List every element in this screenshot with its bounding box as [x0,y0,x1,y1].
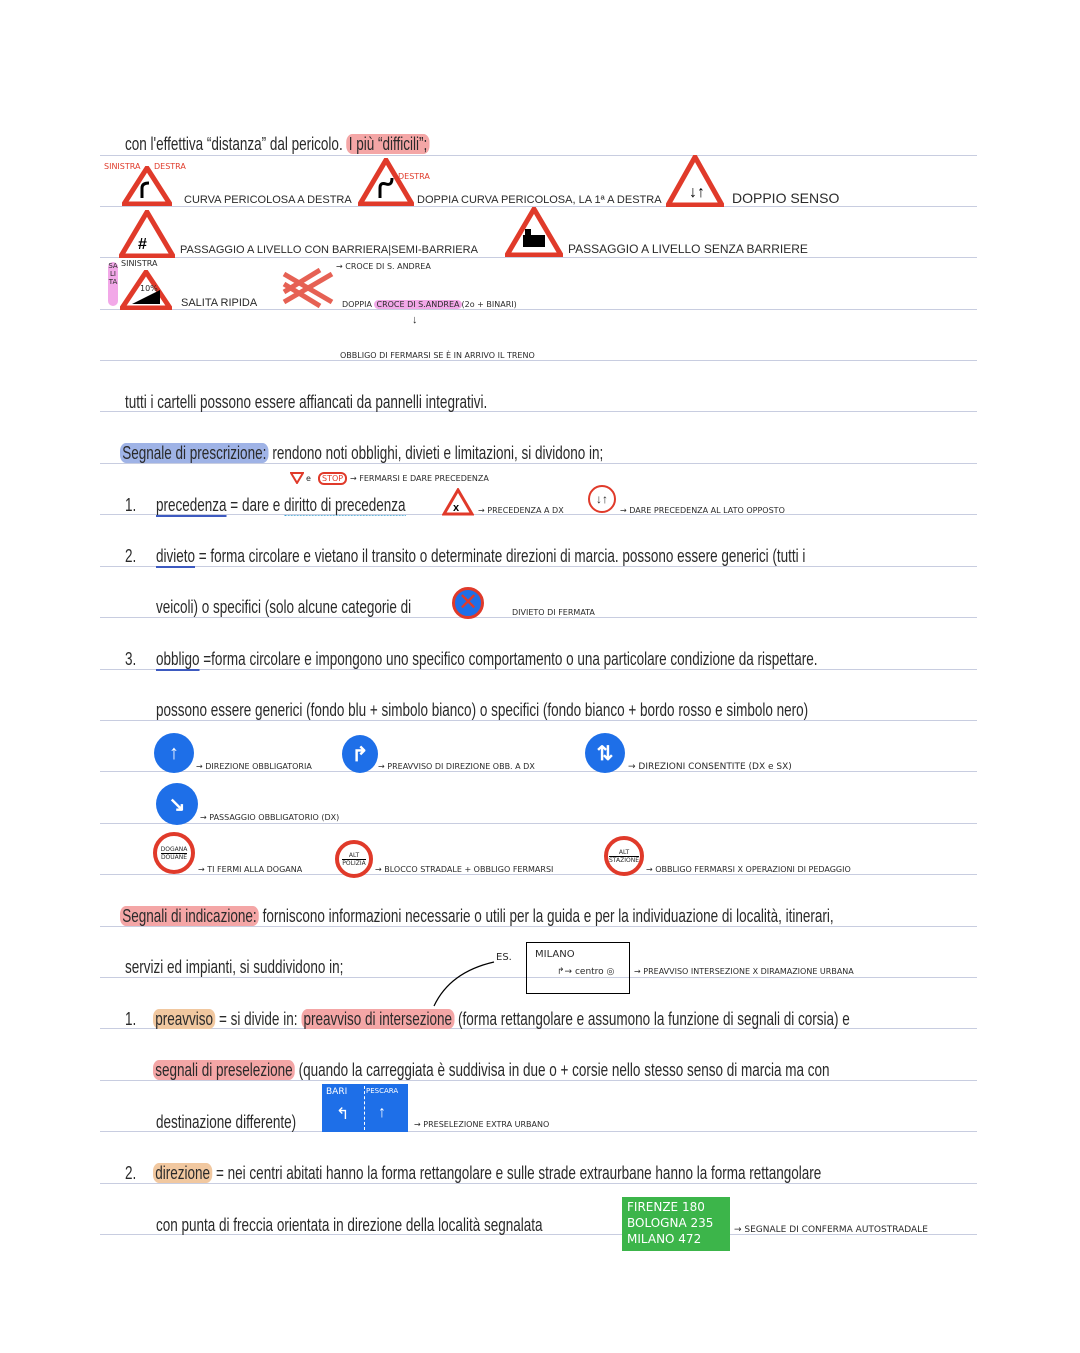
curve-right-sign-icon [122,166,172,206]
mandatory-straight-sign-icon: ↑ [154,733,194,773]
direzione-obbligatoria-label: → DIREZIONE OBBLIGATORIA [196,762,312,771]
bari-label: BARI [326,1087,348,1097]
divieto-text-2: veicoli) o specifici (solo alcune categorie di [156,597,412,617]
preavviso-direzione-label: → PREAVVISO DI DIREZIONE OBB. A DX [378,762,535,771]
police-stop-sign-icon: ALT POLIZIA [335,840,373,878]
obbligo-text: obbligo =forma circolare e impongono uno specifico comportamento o una particolare condizione da rispettare. [156,649,818,669]
salita-vertical-label: SALITA [108,262,118,306]
precedenza-text: precedenza = dare e diritto di precedenza [156,495,406,515]
rule-line [100,771,977,772]
rule-line [100,257,977,258]
passaggio-barriera-label: PASSAGGIO A LIVELLO CON BARRIERA|SEMI-BARRIERA [180,244,478,256]
customs-stop-sign-icon: DOGANA DOUANE [153,832,195,874]
preselezione-extra-urbano-label: → PRESELEZIONE EXTRA URBANO [414,1120,550,1129]
double-curve-sign-icon [358,158,414,206]
conferma-autostradale-label: → SEGNALE DI CONFERMA AUTOSTRADALE [734,1225,928,1235]
blocco-label: → BLOCCO STRADALE + OBBLIGO FERMARSI [375,865,554,874]
pescara-label: PESCARA [366,1087,399,1095]
destination-firenze: FIRENZE 180 [627,1200,705,1214]
rule-line [100,155,977,156]
arrow-down-icon: ↓ [412,314,418,326]
centro-label: ↱→ centro ◎ [557,967,615,977]
destination-bologna: BOLOGNA 235 [627,1216,714,1230]
pedaggio-label: → OBBLIGO FERMARSI X OPERAZIONI DI PEDAGGIO [646,865,851,874]
prescrizione-heading: Segnale di prescrizione: rendono noti obblighi, divieti e limitazioni, si dividono in; [120,443,603,464]
preselezione-text: segnali di preselezione (quando la carreggiata è suddivisa in due o + corsie nello stesso senso di marcia ma con [153,1060,830,1081]
rule-line [100,874,977,875]
milano-label: MILANO [535,949,575,960]
doppia-croce-label: DOPPIA CROCE DI S.ANDREA (2o + BINARI) [342,300,517,309]
svg-text:↓↑: ↓↑ [689,184,705,201]
preavviso-intersezione-label: → PREAVVISO INTERSEZIONE X DIRAMAZIONE URBANA [634,967,854,976]
level-crossing-barrier-sign-icon [119,210,175,258]
indicazione-text-2: servizi ed impianti, si suddividono in; [125,957,344,977]
curva-label: CURVA PERICOLOSA A DESTRA [184,194,352,206]
salita-ripida-label: SALITA RIPIDA [181,297,258,309]
keep-right-sign-icon: ↘ [156,783,198,825]
list-number: 1. [125,1009,137,1029]
direzione-text-2: con punta di freccia orientata in direzione della località segnalata [156,1215,543,1235]
svg-text:x: x [453,502,460,514]
rule-line [100,360,977,361]
list-number: 2. [125,1163,137,1183]
list-number: 3. [125,649,137,669]
direzioni-consentite-label: → DIREZIONI CONSENTITE (DX e SX) [628,762,792,772]
rule-line [100,309,977,310]
precedenza-dx-label: → PRECEDENZA A DX [478,506,564,515]
obbligo-text-2: possono essere generici (fondo blu + simbolo bianco) o specifici (fondo bianco + bordo rosso e simbolo nero) [156,700,809,720]
no-stopping-sign-icon: ✕ [452,587,484,619]
pannelli-text: tutti i cartelli possono essere affiancati da pannelli integrativi. [125,392,488,412]
fermarsi-label: → FERMARSI E DARE PRECEDENZA [350,474,489,483]
direzione-text: direzione = nei centri abitati hanno la forma rettangolare e sulle strade extraurbane hanno la forma rettangolare [153,1163,821,1184]
label-sinistra: SINISTRA [104,162,141,171]
preavviso-text: preavviso = si divide in: preavviso di intersezione (forma rettangolare e assumono la funzione di segnali di corsia) e [153,1009,850,1030]
stop-sign-icon: STOP [318,472,347,485]
svg-text:#: # [138,236,147,253]
give-way-oncoming-sign-icon: ↓↑ [588,485,616,513]
left-right-permitted-sign-icon: ⇅ [585,733,625,773]
mandatory-turn-right-sign-icon: ↱ [342,735,378,773]
percent-label: 10% [140,284,158,293]
rule-line [100,823,977,824]
label-destra: DESTRA [154,162,186,171]
doppia-curva-label: DOPPIA CURVA PERICOLOSA, LA 1ª A DESTRA [417,194,662,206]
saint-andrew-cross-icon [280,268,336,308]
and-label: e [306,474,311,483]
right-of-way-sign-icon [442,488,474,516]
croce-label: → CROCE DI S. ANDREA [336,262,431,271]
example-label: ES. [496,952,512,963]
preselection-sign-icon: BARI PESCARA ↰ ↑ [322,1084,408,1132]
dogana-label: → TI FERMI ALLA DOGANA [198,865,303,874]
obbligo-treno-label: OBBLIGO DI FERMARSI SE È IN ARRIVO IL TRENO [340,351,535,360]
destination-milano: MILANO 472 [627,1232,702,1246]
passaggio-senza-label: PASSAGGIO A LIVELLO SENZA BARRIERE [568,242,808,256]
label-sinistra: SINISTRA [121,259,158,268]
two-way-traffic-sign-icon [666,155,724,207]
label-destra: DESTRA [398,172,430,181]
intro-text: con l'effettiva “distanza” dal pericolo. I più “difficili”; [125,134,429,155]
level-crossing-no-barrier-sign-icon [505,207,563,257]
list-number: 1. [125,495,137,515]
yield-sign-icon [290,472,304,484]
doppio-senso-label: DOPPIO SENSO [732,190,840,206]
passaggio-obbligatorio-label: → PASSAGGIO OBBLIGATORIO (DX) [200,813,340,822]
motorway-confirmation-sign-icon [622,1197,730,1251]
divieto-fermata-label: DIVIETO DI FERMATA [512,608,595,617]
divieto-text: divieto = forma circolare e vietano il transito o determinate direzioni di marcia. possono essere generici (tutti i [156,546,806,566]
toll-stop-sign-icon: ALT STAZIONE [604,836,644,876]
curved-arrow-icon [430,958,500,1008]
preselezione-text-2: destinazione differente) [156,1112,297,1132]
indicazione-heading: Segnali di indicazione: forniscono informazioni necessarie o utili per la guida e per la individuazione di località, itinerari, [120,906,834,927]
list-number: 2. [125,546,137,566]
milano-sign-icon [526,942,630,994]
dare-precedenza-label: → DARE PRECEDENZA AL LATO OPPOSTO [620,506,785,515]
